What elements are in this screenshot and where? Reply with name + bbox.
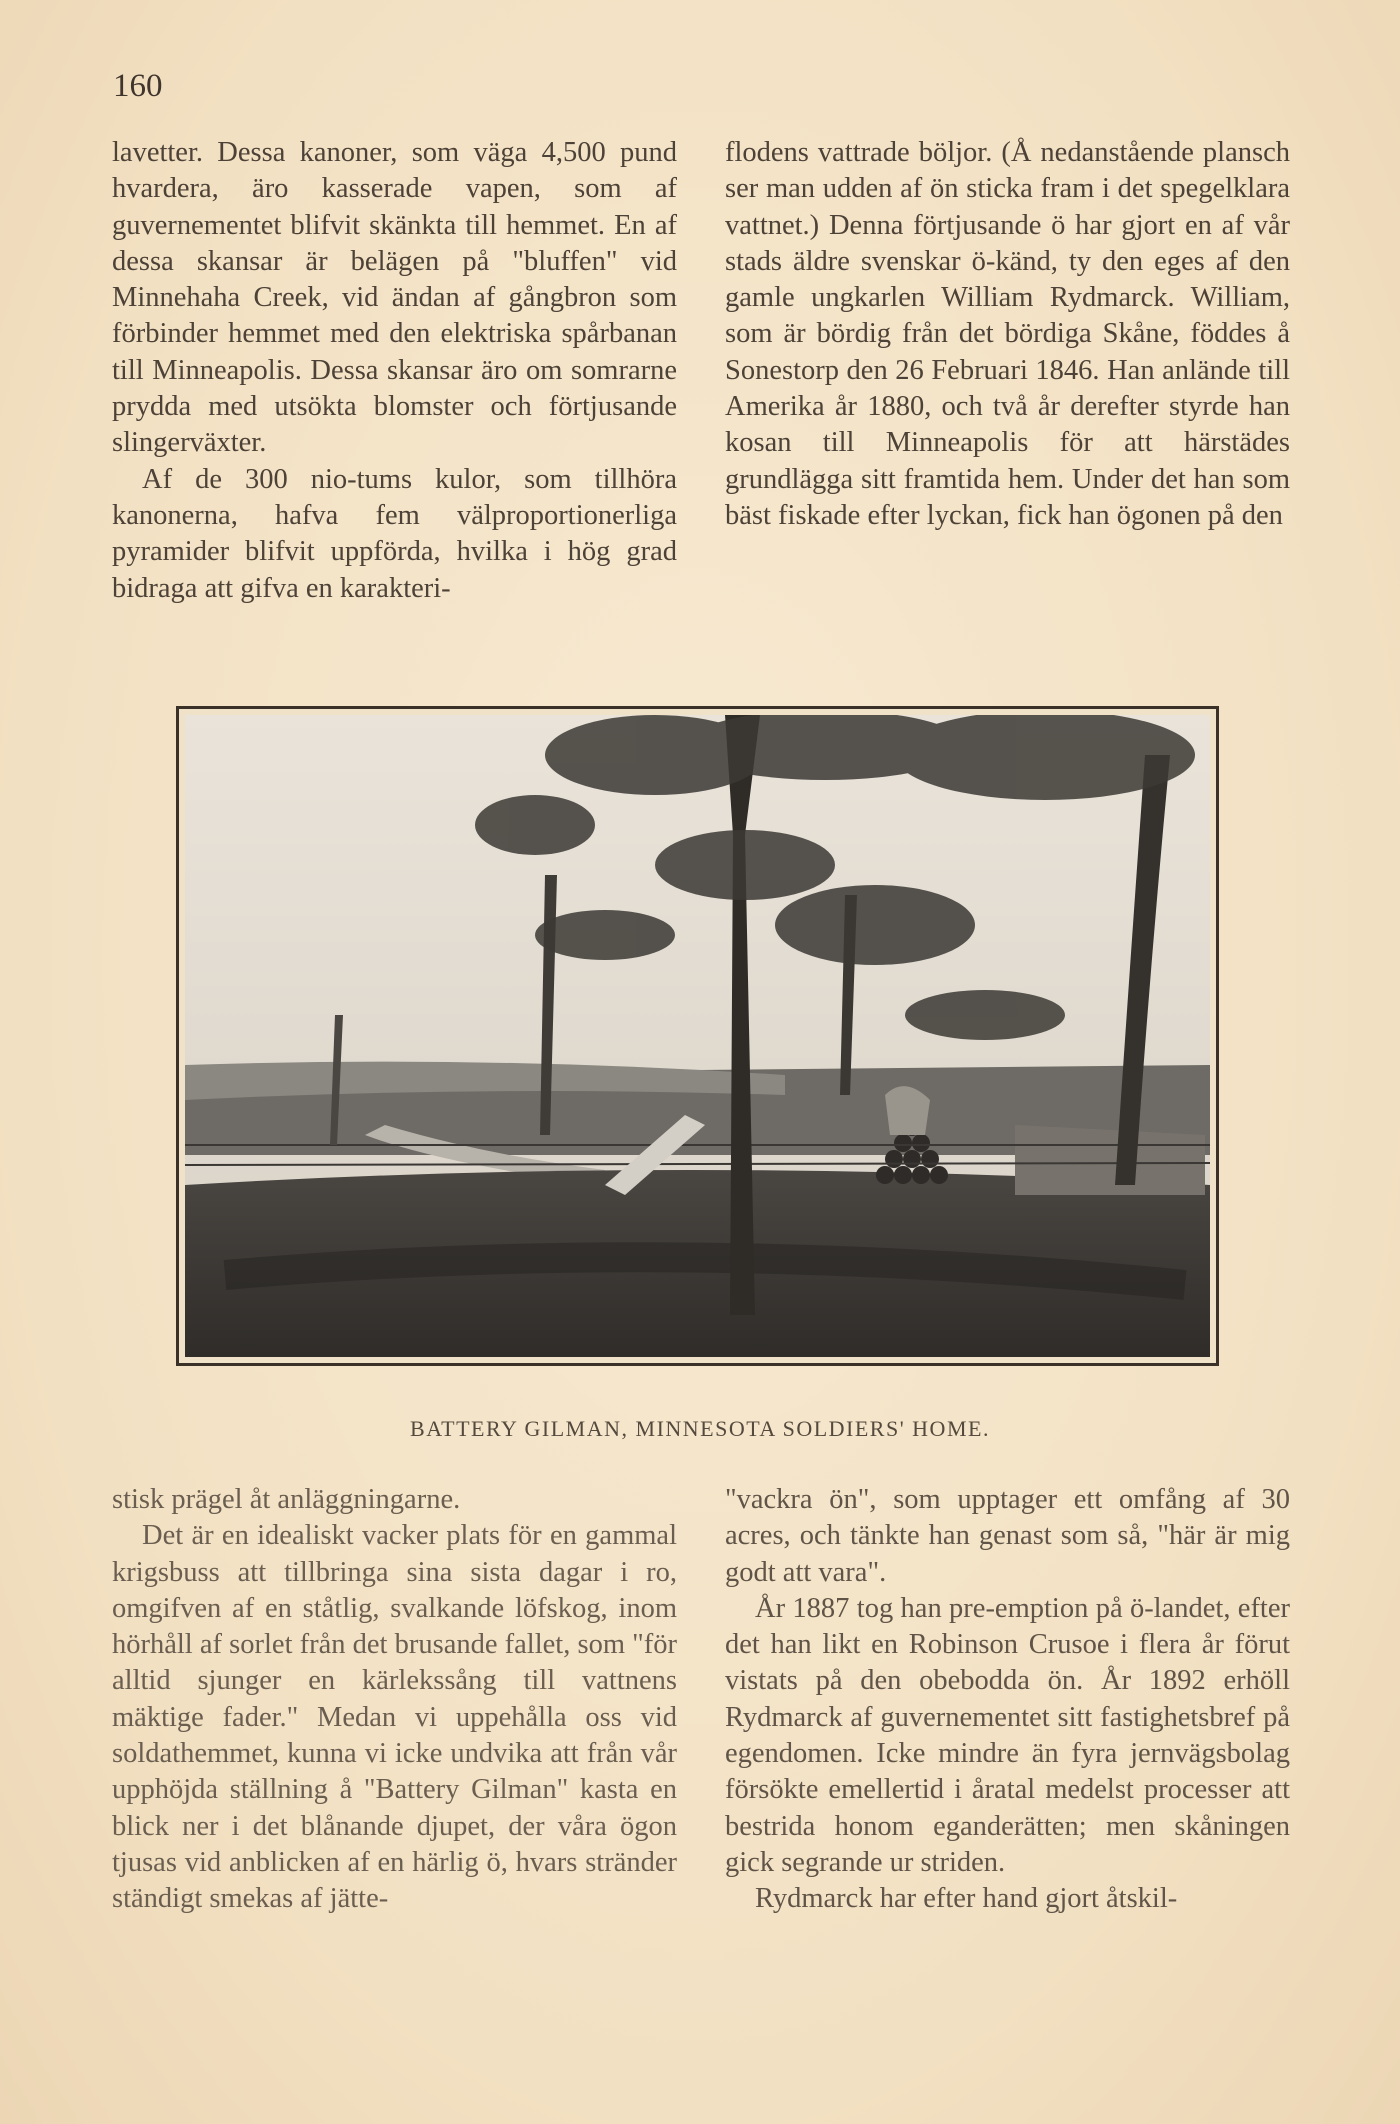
paragraph: År 1887 tog han pre-emption på ö-landet, efter det han likt en Robinson Crusoe i flera år förut vistats på den obebodda ön. År 1892 erhöll Rydmarck af guvernementet sitt fastighetsbref på egendomen. Icke mindre än fyra jernvägsbolag försökte emellertid i åratal medelst processer att bestrida honom eganderätten; men skåningen gick segrande ur striden. [725, 1592, 1290, 1878]
paragraph: Af de 300 nio-tums kulor, som tillhöra kanonerna, hafva fem välproportionerliga pyramider blifvit uppförda, hvilka i hög grad bidraga att gifva en karakteri- [112, 463, 677, 604]
left-column-top [112, 135, 677, 607]
figure-caption: BATTERY GILMAN, MINNESOTA SOLDIERS' HOME. [410, 1416, 990, 1441]
paragraph: Rydmarck har efter hand gjort åtskil- [755, 1883, 1178, 1915]
paragraph: "vackra ön", som upptager ett omfång af 30 acres, och tänkte han genast som så, "här är mig godt att vara". [725, 1484, 1290, 1588]
paragraph: flodens vattrade böljor. (Å nedanstående plansch ser man udden af ön sticka fram i det spegelklara vattnet.) Denna förtjusande ö har gjort en af vår stads äldre svenskar ö-känd, ty den eges af den gamle ungkarlen William Rydmarck. William, som är bördig från det bördiga Skåne, föddes å Sonestorp den 26 Februari 1846. Han anlände till Amerika år 1880, och två år derefter styrde han kosan till Minneapolis för att härstädes grundlägga sitt framtida hem. Under det han som bäst fiskade efter lyckan, fick han ögonen på den [725, 137, 1290, 531]
right-column-bottom [725, 1482, 1290, 1918]
page-number: 160 [113, 68, 163, 104]
photo-illustration [185, 715, 1210, 1357]
paragraph: lavetter. Dessa kanoner, som väga 4,500 pund hvardera, äro kasserade vapen, som af guvernementet blifvit skänkta till hemmet. En af dessa skansar är belägen på "bluffen" vid Minnehaha Creek, vid ändan af gångbron som förbinder hemmet med den elektriska spårbanan till Minneapolis. Dessa skansar äro om somrarne prydda med utsökta blomster och förtjusande slingerväxter. [112, 137, 677, 459]
photograph-battery-gilman [176, 706, 1219, 1366]
left-column-bottom [112, 1482, 677, 1918]
paragraph: Det är en idealiskt vacker plats för en gammal krigsbuss att tillbringa sina sista dagar i ro, omgifven af en ståtlig, svalkande löfskog, inom hörhåll af sorlet från det brusande fallet, som "för alltid sjunger en kärlekssång till vattnens mäktige fader." Medan vi uppehålla oss vid soldathemmet, kunna vi icke undvika att från vår upphöjda ställning å "Battery Gilman" kasta en blick ner i det blånande djupet, der våra ögon tjusas vid anblicken af en härlig ö, hvars stränder ständigt smekas af jätte- [112, 1520, 677, 1915]
right-column-top [725, 135, 1290, 534]
paragraph: stisk prägel åt anläggningarne. [112, 1484, 461, 1515]
